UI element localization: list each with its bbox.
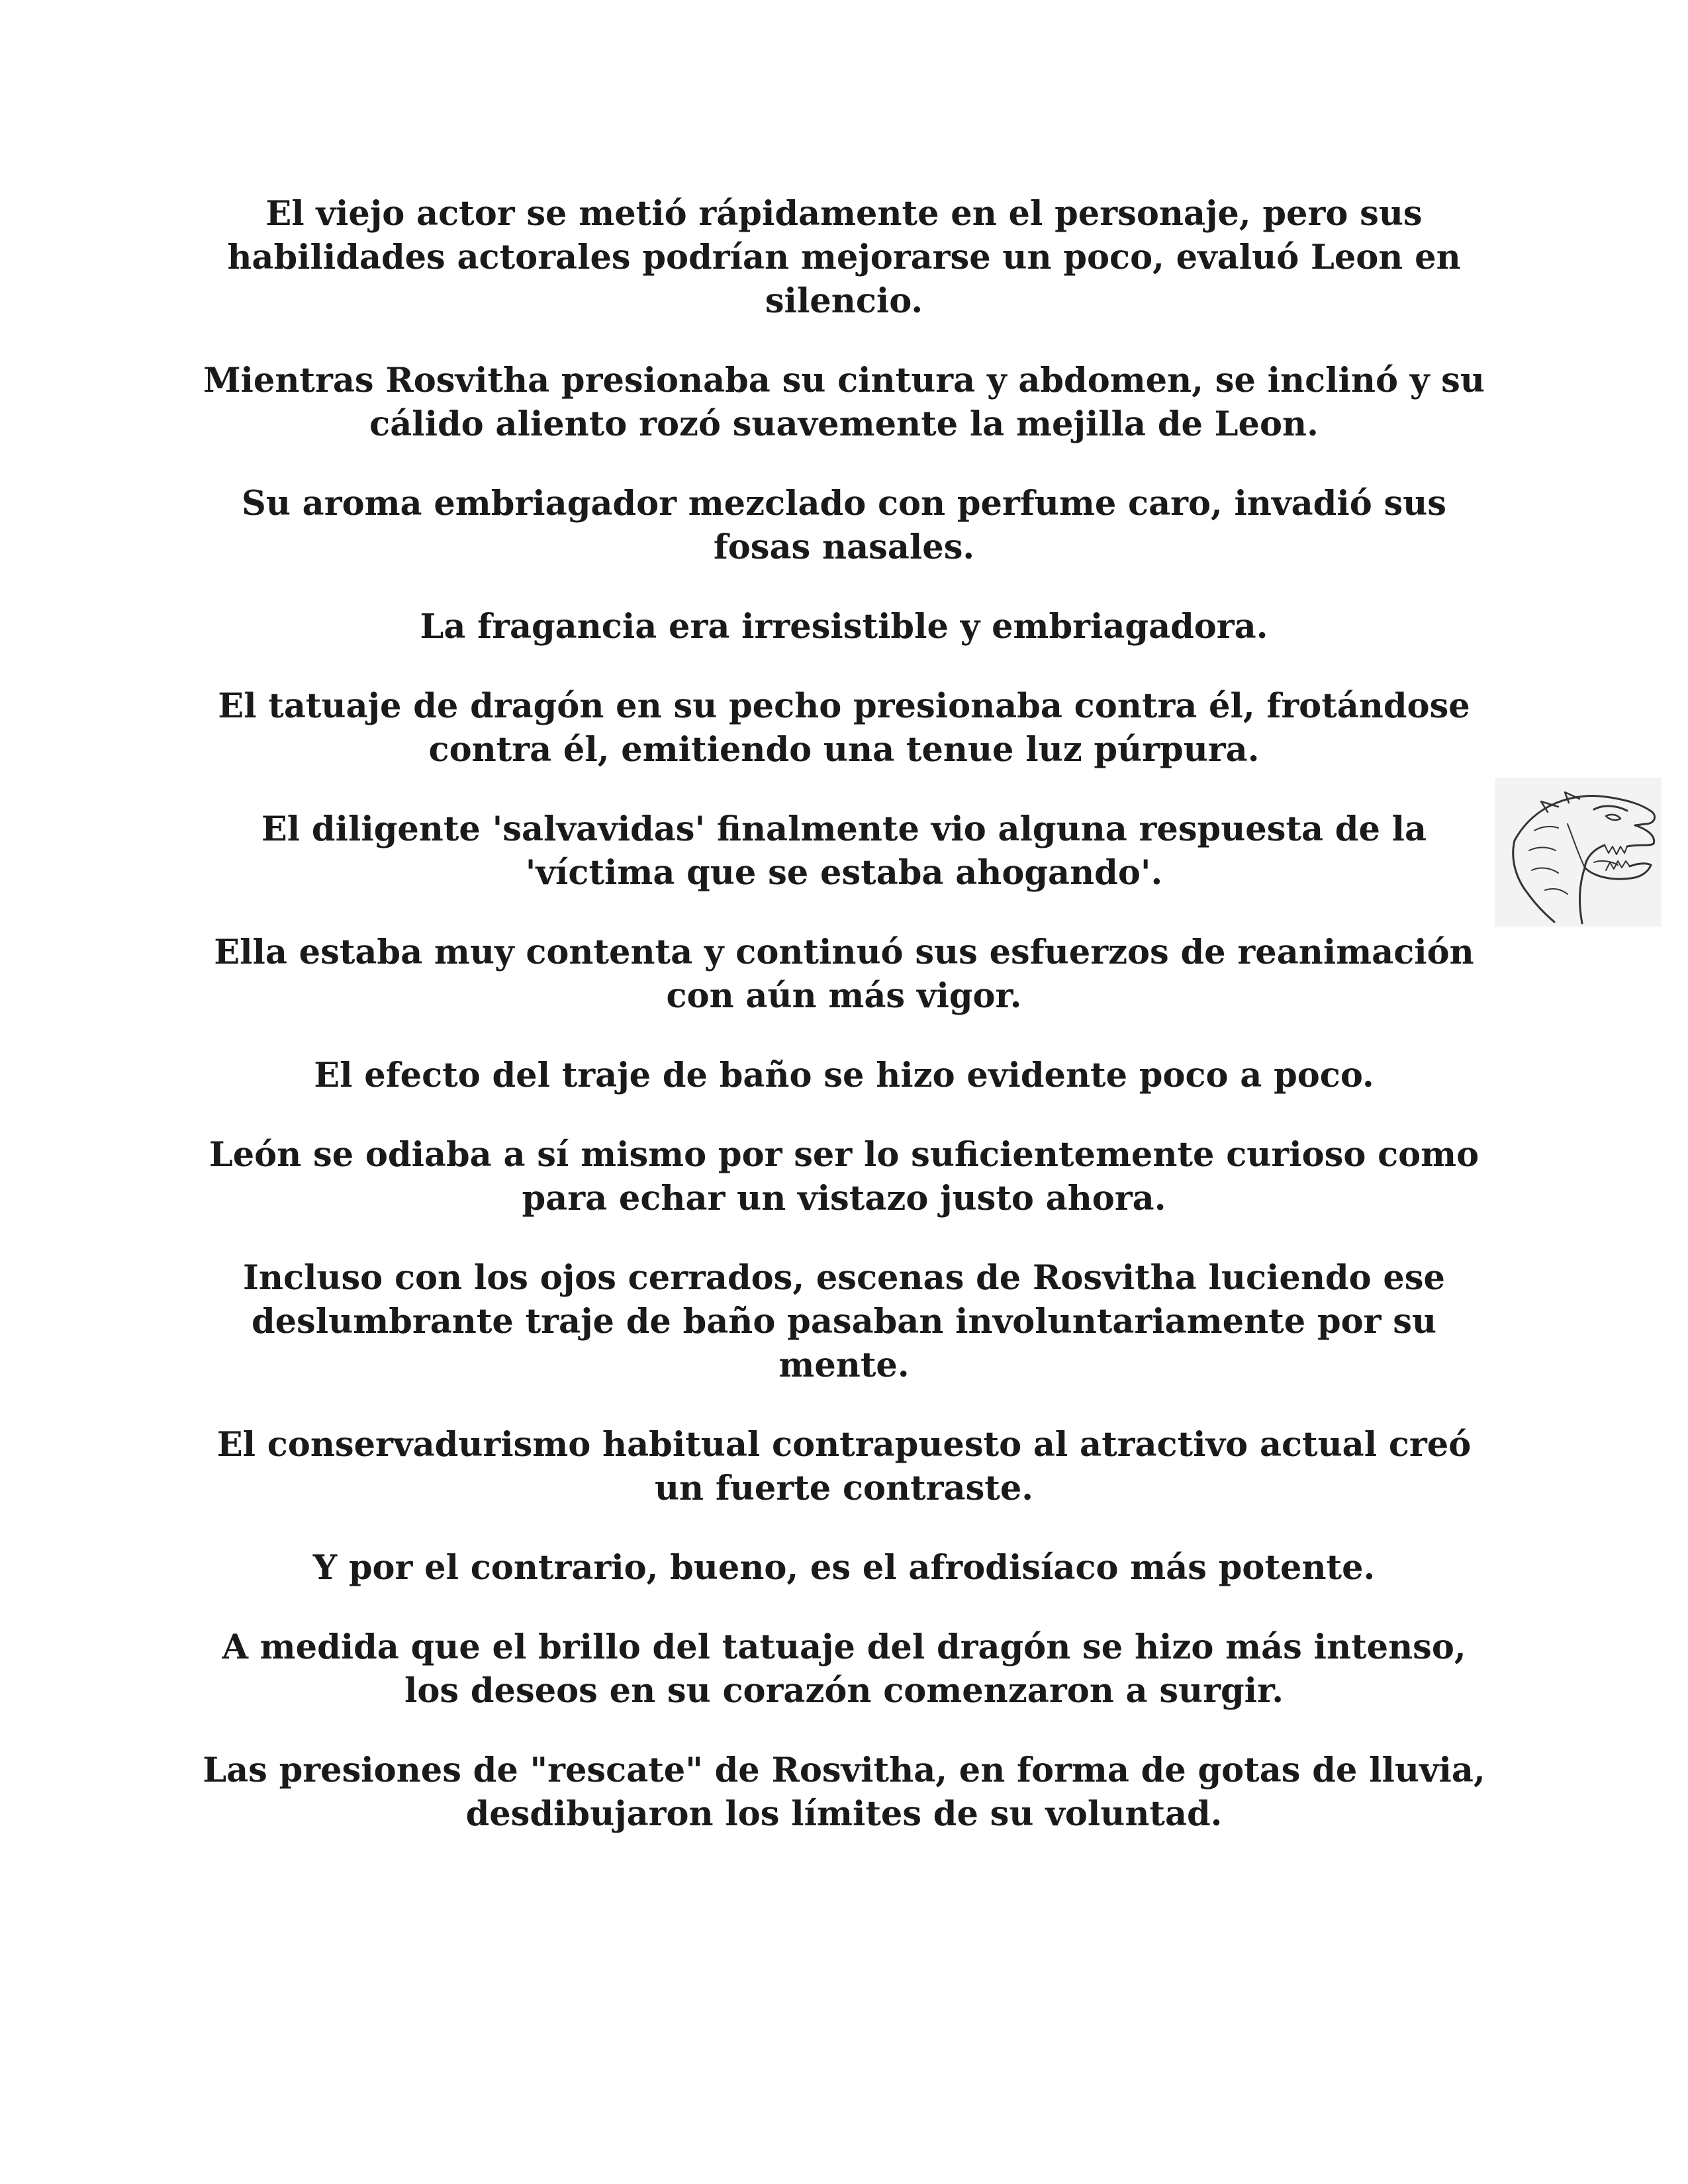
paragraph-14: Las presiones de "rescate" de Rosvitha, en forma de gotas de lluvia, desdibujaron los límites de su voluntad.	[203, 1751, 1485, 1834]
dragon-head-sketch-icon	[1495, 778, 1662, 927]
paragraph-1: El viejo actor se metió rápidamente en el personaje, pero sus habilidades actorales podrían mejorarse un poco, evaluó Leon en silencio.	[227, 194, 1461, 321]
paragraph-8: El efecto del traje de baño se hizo evidente poco a poco.	[314, 1056, 1374, 1095]
paragraph-13: A medida que el brillo del tatuaje del dragón se hizo más intenso, los deseos en su corazón comenzaron a surgir.	[222, 1627, 1466, 1711]
paragraph-12: Y por el contrario, bueno, es el afrodisíaco más potente.	[312, 1548, 1376, 1588]
paragraph-6: El diligente 'salvavidas' finalmente vio alguna respuesta de la 'víctima que se estaba ahogando'.	[261, 809, 1427, 893]
paragraph-10: Incluso con los ojos cerrados, escenas de Rosvitha luciendo ese deslumbrante traje de baño pasaban involuntariamente por su mente.	[243, 1258, 1445, 1385]
paragraph-5: El tatuaje de dragón en su pecho presionaba contra él, frotándose contra él, emitiendo una tenue luz púrpura.	[218, 686, 1470, 770]
paragraph-11: El conservadurismo habitual contrapuesto al atractivo actual creó un fuerte contraste.	[216, 1425, 1472, 1508]
paragraph-7: Ella estaba muy contenta y continuó sus esfuerzos de reanimación con aún más vigor.	[214, 933, 1474, 1016]
paragraph-9: León se odiaba a sí mismo por ser lo suficientemente curioso como para echar un vistazo justo ahora.	[209, 1135, 1479, 1218]
paragraph-4: La fragancia era irresistible y embriagadora.	[420, 607, 1268, 647]
paragraph-2: Mientras Rosvitha presionaba su cintura y abdomen, se inclinó y su cálido aliento rozó suavemente la mejilla de Leon.	[203, 361, 1485, 444]
paragraph-3: Su aroma embriagador mezclado con perfume caro, invadió sus fosas nasales.	[241, 484, 1446, 567]
body-text	[199, 192, 1489, 1872]
